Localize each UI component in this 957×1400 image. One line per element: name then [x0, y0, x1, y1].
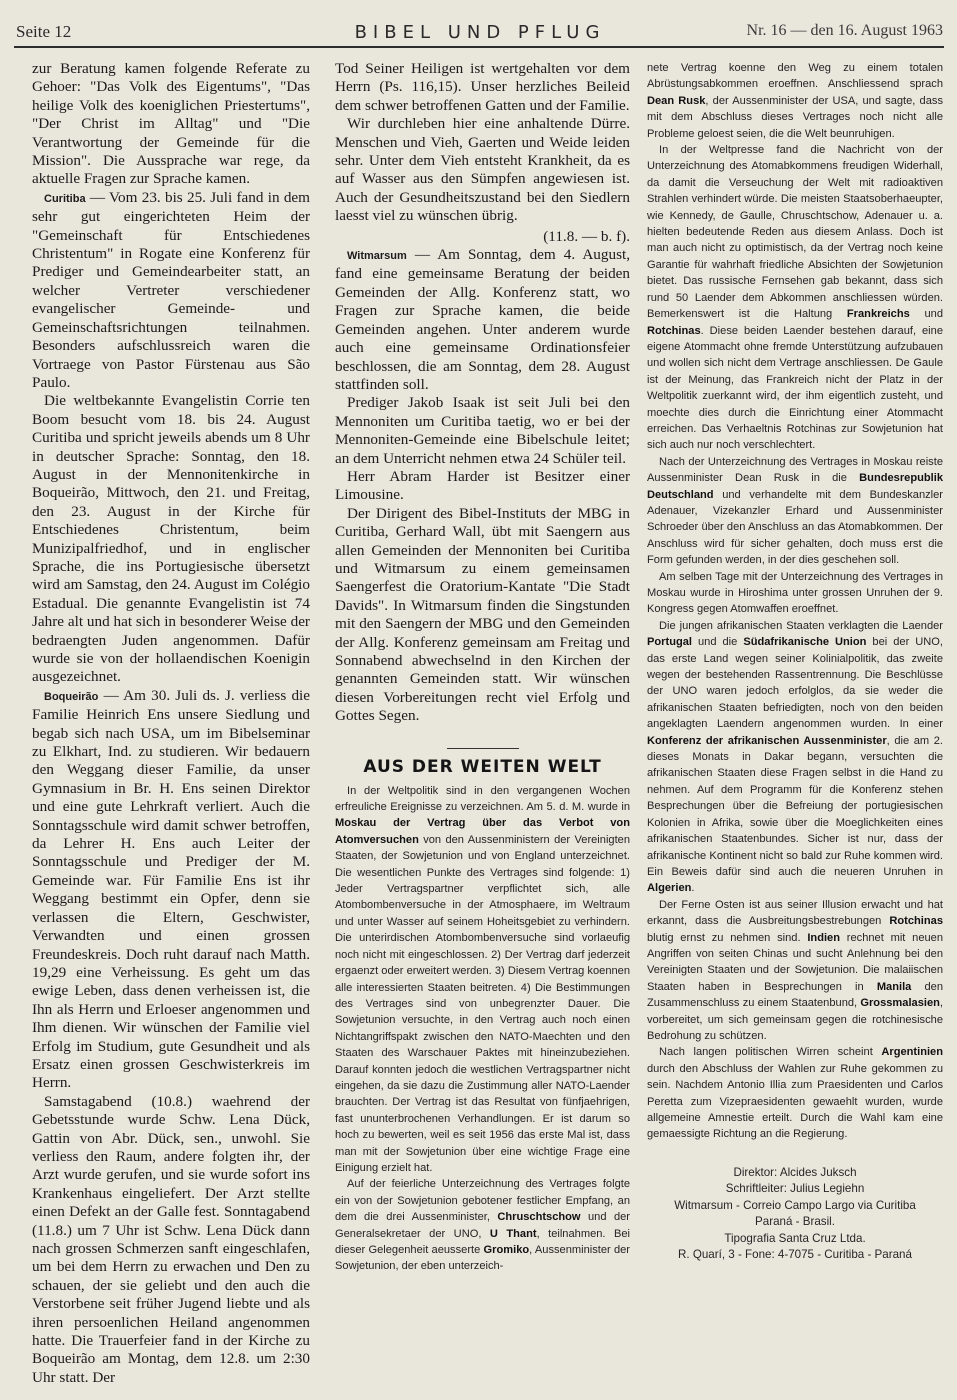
- world-news-section: [335, 783, 630, 1275]
- bold-text: Rotchinas: [647, 324, 701, 337]
- bold-text: Grossmalasien: [860, 997, 940, 1010]
- page-number: Seite 12: [16, 22, 72, 41]
- paragraph-text: — Am Sonntag, dem 4. August, fand eine gemeinsame Beratung der beiden Gemeinden der Allg. Konferenz statt, wo Fragen zur Sprache kamen, die beide Gemeinden angehen. Unter anderem wurde auch eine gemeinsame Ordinationsfeier beschlossen, die am Sonntag, dem 28. August stattfinden soll.: [335, 246, 630, 393]
- bold-text: U Thant: [489, 1227, 537, 1240]
- article-paragraph: Der Dirigent des Bibel-Instituts der MBG in Curitiba, Gerhard Wall, übt mit Saengern aus allen Gemeinden der Mennoniten bei Curitiba und Witmarsum zu einem gemeinsamen Saengerfest die Oratorium-Kantate "Die Stadt Davids". In Witmarsum finden die Singstunden mit den Saengern der MBG und den Gemeinden der Allg. Konferenz gemeinsam am Freitag und Sonnabend abwechselnd in den Kirchen der genannten Gemeinden statt. Wir wünschen diesen Vorbereitungen recht viel Erfolg und Gottes Segen.: [335, 504, 630, 725]
- article-paragraph: Auf der feierliche Unterzeichnung des Vertrages folgte ein von der Sowjetunion gebotener festlicher Empfang, an dem die drei Aussenminister, Chruschtschow und der Generalsekretaer der UNO, U Thant, teilnahmen. Bei dieser Gelegenheit aeusserte Gromiko, Aussenminister der Sowjetunion, der eben unterzeich-: [335, 1178, 630, 1273]
- imprint-director: Direktor: Alcides Juksch: [733, 1165, 857, 1179]
- article-paragraph: Die weltbekannte Evangelistin Corrie ten Boom besucht vom 18. bis 24. August Curitiba und spricht jeweils abends um 8 Uhr in deutscher Sprache: Sonntag, den 18. August in der Mennonitenkirche in Boqueirão, Mittwoch, den 21. und Freitag, den 23. August in der Kirche für Entschiedenes Christentum, beim Munizipalfriedhof, und in englischer Sprache, die ins Portugiesische übersetzt wird am Samstag, den 24. August im Colégio Estadual. Die genannte Evangelistin ist 74 Jahre alt und hat sich in besonderer Weise der bedraengten Juden angenommen. Dafür wurde sie von der hollaendischen Koenigin ausgezeichnet.: [32, 392, 310, 686]
- section-divider: [447, 748, 519, 749]
- article-paragraph: In der Weltpresse fand die Nachricht von der Unterzeichnung des Atomabkommens freudigen Widerhall, da damit die Verseuchung der Welt mit radioaktiven Strahlen verhindert würde. Die meisten Staatsoberhaeupter, wie Kennedy, de Gaulle, Chruschtschow, Adenauer u. a. hielten bedeutende Reden aus diesem Anlass. Doch ist man auch nicht zu optimistisch, da der Vertrag noch keine Garantie für wahrhaft friedliche Absichten der Sowjetunion bietet. Das russische Fernsehen gab bekannt, dass sich rund 50 Laender dem Abkommen anschliessen würden. Bemerkenswert ist die Haltung Frankreichs und Rotchinas. Diese beiden Laender bestehen darauf, eine eigene Atommacht ohne fremde Unterstützung aufzubauen und wollen sich nicht dem Vertrage anschliessen. De Gaule ist der Meinung, das Frankreich nicht der Platz in der Weltpolitik zuerkannt wird, der ihm eigentlich zusteht, und moechte dies durch die Einrichtung einer Atommacht erreichen. Das Verhaeltnis Rotchinas zur Sowjetunion hat sich auch nur noch verschlechtert.: [647, 144, 943, 452]
- column-1: [32, 60, 310, 1400]
- bold-text: Argentinien: [881, 1046, 943, 1059]
- article-paragraph: [32, 189, 310, 392]
- imprint-printer: Tipografia Santa Cruz Ltda.: [724, 1231, 866, 1245]
- bold-text: Dean Rusk: [647, 94, 706, 107]
- paragraph-text: — Vom 23. bis 25. Juli fand in dem sehr gut eingerichteten Heim der "Gemeinschaft für Entschiedenes Christentum" in Rogate eine Konferenz für Prediger und Gemeindearbeiter statt, an welcher Vertreter verschiedener evangelischer Gemeinde- und Gemeinschaftsrichtungen teilnahmen. Besonders aufschlussreich waren die Vortraege von Pastor Fürstenau aus São Paulo.: [32, 188, 310, 391]
- article-paragraph: zur Beratung kamen folgende Referate zu Gehoer: "Das Volk des Eigentums", "Das heilige Volk des koeniglichen Priestertums", "Der Christ im Alltag" und "Die Verantwortung der Gemeinde für die Mission". Die Aussprache war rege, da aktuelle Fragen zur Sprache kamen.: [32, 60, 310, 188]
- place-name: Curitiba: [44, 192, 86, 205]
- imprint-editor: Schriftleiter: Julius Legiehn: [725, 1182, 865, 1196]
- place-name: Witmarsum: [347, 250, 407, 263]
- imprint: [647, 1165, 943, 1264]
- column-2-local-news: [335, 60, 630, 726]
- article-paragraph: [32, 687, 310, 1093]
- bold-text: Chruschtschow: [497, 1211, 581, 1224]
- bold-text: Frankreichs: [846, 308, 910, 321]
- article-paragraph: Samstagabend (10.8.) waehrend der Gebetsstunde wurde Schw. Lena Dück, Gattin von Abr. Dück, sen., unwohl. Sie verliess den Raum, andere folgten ihr, der Arzt wurde gerufen, und sie wurde sofort ins Krankenhaus eingeliefert. Der Arzt stellte einen Defekt an der Galle fest. Sonntagabend (11.8.) um 7 Uhr ist Schw. Lena Dück dann nach grossen Schmerzen sanft eingeschlafen, um bei dem Herrn zu erwachen und Den zu schauen, der sie geliebt und den auch die Verstorbene seit früher Jugend liebte und als ihren persoenlichen Heiland angenommen hatte. Die Trauerfeier fand in der Kirche zu Boqueirão am Montag, dem 12.8. um 2:30 Uhr statt. Der: [32, 1092, 310, 1386]
- header-rule: [14, 46, 944, 48]
- bold-text: Gromiko: [483, 1244, 530, 1256]
- bold-text: Südafrikanische Union: [743, 636, 867, 649]
- article-paragraph: In der Weltpolitik sind in den vergangenen Wochen erfreuliche Ereignisse zu verzeichnen. Am 5. d. M. wurde in Moskau der Vertrag über das Verbot von Atomversuchen von den Aussenministern der Vereinigten Staaten, der Sowjetunion und von England unterzeichnet. Die wesentlichen Punkte des Vertrages sind folgende: 1) Jeder Vertragspartner verpflichtet sich, alle Atombombenversuche in der Atmosphaere, im Weltraum und unter Wasser auf seinem Hoheitsgebiet zu verhindern. Die unterirdischen Atombombenversuche sind vorlaeufig noch nicht mit eingeschlossen. 2) Der Vertrag darf jederzeit ergaenzt oder erweitert werden. 3) Diesem Vertrag koennen alle interessierten Staaten beitreten. 4) Die Bestimmungen des Vertrages sind von unbegrenzter Dauer. Die Sowjetunion versuchte, in den Vertrag auch noch einen Nichtangriffspakt zwischen den NATO-Maechten und den Staaten des Warschauer Paktes mit hineinzubeziehen. Darauf konnten jedoch die westlichen Vertragspartner nicht eingehen, da sie dazu die Zustimmung aller NATO-Laender brauchten. Der Vertrag ist das Resultat von fünfjaehrigen, fast ununterbrochenen Verhandlungen. Er ist darum so hoch zu bewerten, weil es seit 1956 das erste Mal ist, dass man mit der Sowjetunion über eine wichtige Frage eine Einigung erzielt hat.: [335, 784, 630, 1174]
- article-paragraph: [335, 246, 630, 394]
- article-paragraph: nete Vertrag koenne den Weg zu einem totalen Abrüstungsabkommen eroeffnen. Anschliessend sprach Dean Rusk, der Aussenminister der USA, und sagte, dass mit dem Abschluss dieses Vertrages noch nicht alle Probleme geloest seien, die die Welt beunruhigen.: [647, 62, 943, 140]
- paragraph-text: — Am 30. Juli ds. J. verliess die Familie Heinrich Ens unsere Siedlung und begab sich nach USA, um im Bibelseminar zu Elkhart, Ind. zu studieren. Wir bedauern den Weggang dieser Familie, da unser Gymnasium in Br. H. Ens seinen Direktor und eine gute Lehrkraft verliert. Auch die Sonntagsschule wird damit schwer betroffen, da Lehrer H. Ens auch Leiter der Sonntagsschule und Prediger der M. Gemeinde war. Für Familie Ens ist ihr Weggang bestimmt ein Opfer, denn sie verlassen die Eltern, Geschwister, Verwandten und einen grossen Freundeskreis. Doch ruht darauf nach Matth. 19,29 eine Verheissung. Es geht um das ewige Leben, dass denen verheissen ist, die Ihn als Herrn und Erloeser angenommen und Ihm dienen. Wir wünschen der Familie viel Erfolg im Studium, gute Gesundheit und als Ersatz einen grossen Geschwisterkreis im Herrn.: [32, 686, 310, 1092]
- imprint-printer-address: R. Quarí, 3 - Fone: 4-7075 - Curitiba - Paraná: [678, 1248, 912, 1262]
- place-name: Boqueirão: [44, 690, 99, 703]
- column-2: [335, 60, 630, 1400]
- article-paragraph: Die jungen afrikanischen Staaten verklagten die Laender Portugal und die Südafrikanische Union bei der UNO, das erste Land wegen seiner Kolinialpolitik, das zweite wegen der bestehenden Rassentrennung. Die Beschlüsse der UNO waren jedoch erfolglos, da sie weder die afrikanischen Staaten befriedigten, noch von den beiden angeklagten Laendern angenommen wurden. In einer Konferenz der afrikanischen Aussenminister, die am 2. dieses Monats in Dakar begann, versuchten die afrikanischen Staaten diese Fragen selbst in die Hand zu nehmen. Auf dem Programm für die Konferenz stehen Besprechungen über die Befreiung der portugiesischen Kolonien in Afrika, sowie über die Moeglichkeiten eines afrikanischen Staatenbundes. Sicher ist nur, dass der afrikanische Kontinent nicht so bald zur Ruhe kommen wird. Ein Beweis dafür sind auch die neueren Unruhen in Algerien.: [647, 619, 943, 895]
- issue-date: Nr. 16 — den 16. August 1963: [746, 22, 943, 39]
- article-paragraph: Nach langen politischen Wirren scheint Argentinien durch den Abschluss der Wahlen zur Ruhe gekommen zu sein. Nachdem Antonio Illia zum Praesidenten und Carlos Peretta zum Vizepraesidenten gewaehlt wurden, wurde allgemeine Amnestie erteilt. Durch die Wahl kam eine gemaessigte Richtung an die Regierung.: [647, 1046, 943, 1141]
- bold-text: Konferenz der afrikanischen Aussenminister: [647, 734, 887, 747]
- article-paragraph: Prediger Jakob Isaak ist seit Juli bei den Mennoniten um Curitiba taetig, wo er bei der Mennoniten-Gemeinde eine Bibelschule leitet; an dem Unterricht nehmen etwa 24 Schüler teil.: [335, 394, 630, 467]
- bold-text: Moskau der Vertrag über das Verbot von Atomversuchen: [335, 817, 630, 846]
- section-title: AUS DER WEITEN WELT: [363, 756, 602, 777]
- page-header: [0, 18, 957, 48]
- newspaper-title: BIBEL UND PFLUG: [354, 22, 606, 43]
- bold-text: Bundesrepublik Deutschland: [647, 472, 943, 501]
- article-paragraph: Wir durchleben hier eine anhaltende Dürre. Menschen und Vieh, Gaerten und Weide leiden sehr. Unter dem Vieh entsteht Krankheit, da es auf Wasser aus den Sümpfen angewiesen ist. Auch der Gesundheitszustand bei den Siedlern laesst viel zu wünschen übrig.: [335, 115, 630, 225]
- article-paragraph: Herr Abram Harder ist Besitzer einer Limousine.: [335, 467, 630, 504]
- bold-text: Algerien: [647, 882, 692, 895]
- imprint-country: Paraná - Brasil.: [755, 1215, 835, 1229]
- article-paragraph: Am selben Tage mit der Unterzeichnung des Vertrages in Moskau wurde in Hiroshima unter grossen Unruhen der 9. Kongress gegen Atomwaffen eroeffnet.: [647, 570, 943, 616]
- article-paragraph: Der Ferne Osten ist aus seiner Illusion erwacht und hat erkannt, dass die Ausbreitungsbestrebungen Rotchinas blutig ernst zu nehmen sind. Indien rechnet mit neuen Angriffen von seiten Chinas und sucht Anlehnung bei den Vereinigten Staaten und der Sowjetunion. Die malaiischen Staaten haben in Besprechungen in Manila den Zusammenschluss zu einem Staatenbund, Grossmalasien, vorbereitet, um sich gemeinsam gegen die rotchinesische Bedrohung zu schützen.: [647, 898, 943, 1042]
- bold-text: Manila: [876, 980, 912, 993]
- column-3: [647, 60, 943, 1400]
- article-paragraph: Tod Seiner Heiligen ist wertgehalten vor dem Herrn (Ps. 116,15). Unser herzliches Beileid dem schwer betroffenen Gatten und der Familie.: [335, 60, 630, 114]
- bold-text: Indien: [807, 931, 841, 944]
- imprint-address: Witmarsum - Correio Campo Largo via Curitiba: [674, 1198, 916, 1212]
- bold-text: Rotchinas: [889, 915, 943, 928]
- article-paragraph: Nach der Unterzeichnung des Vertrages in Moskau reiste Aussenminister Dean Rusk in die Bundesrepublik Deutschland und verhandelte mit dem Bundeskanzler Adenauer, Vizekanzler Erhard und Aussenminister Schroeder über den Anschluss an das Atomabkommen. Der Anschluss wird für sicher gehalten, doch muss erst die Form gefunden werden, in der dies geschehen soll.: [647, 455, 943, 567]
- article-signature: (11.8. — b. f).: [543, 227, 630, 245]
- bold-text: Portugal: [647, 636, 692, 649]
